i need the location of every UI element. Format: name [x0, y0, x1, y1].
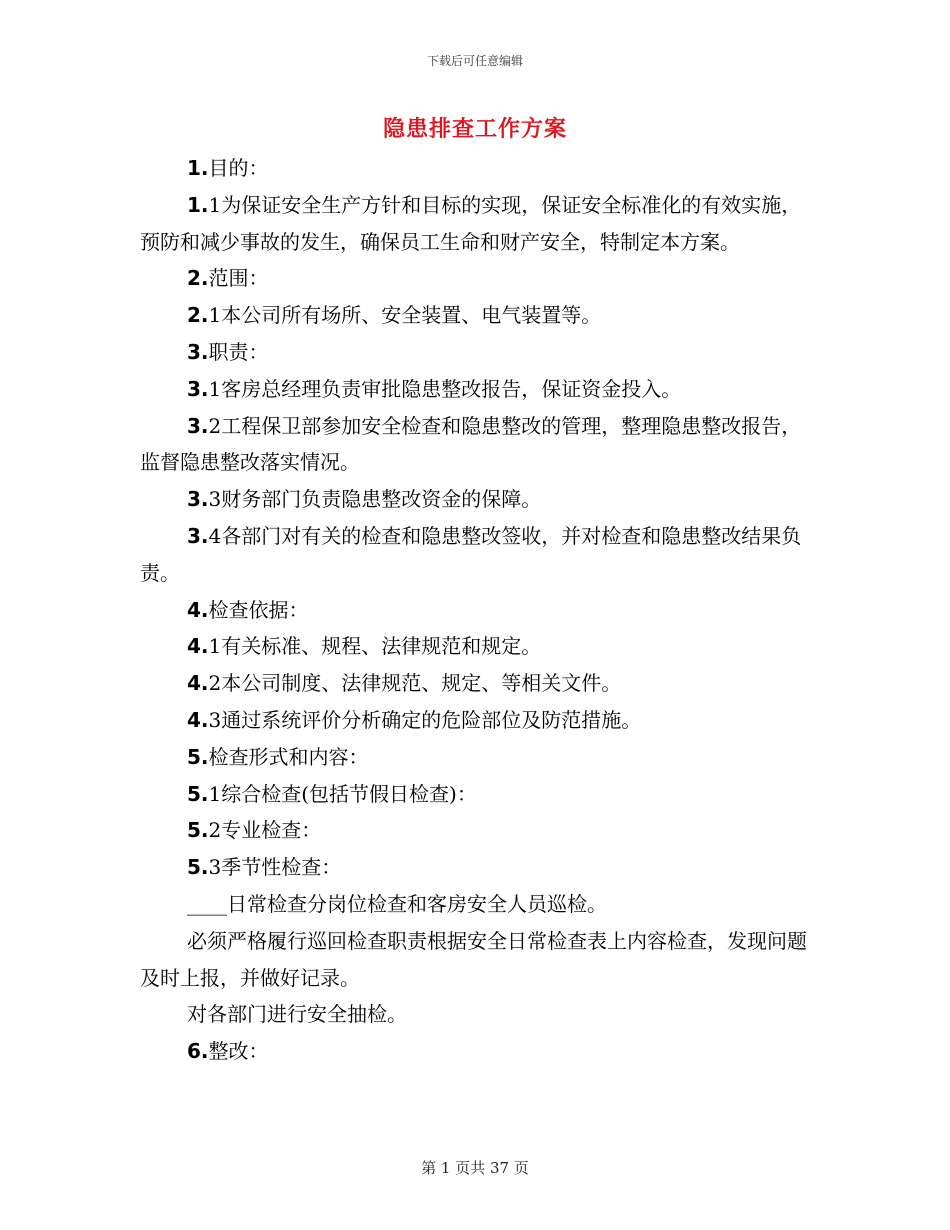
document-title: 隐患排查工作方案 — [382, 117, 567, 142]
paragraph-text: ____日常检查分岗位检查和客房安全人员巡检。 — [187, 891, 607, 916]
section-number: 3. — [187, 339, 209, 364]
paragraph-text: 范围： — [208, 266, 269, 291]
section-number: 1. — [187, 156, 209, 180]
paragraph — [140, 297, 820, 334]
paragraph — [140, 518, 820, 592]
section-number: 5. — [187, 781, 209, 806]
paragraph — [140, 776, 820, 813]
paragraph-text: 对各部门进行安全抽检。 — [187, 1002, 407, 1027]
paragraph-text: 4各部门对有关的检查和隐患整改签收，并对检查和隐患整改结果负责。 — [140, 523, 802, 585]
paragraph — [140, 481, 820, 518]
paragraph — [140, 702, 820, 739]
page-header: 下载后可任意编辑 — [426, 54, 523, 68]
paragraph — [140, 408, 820, 482]
paragraph — [140, 592, 820, 629]
paragraph-text: 检查形式和内容： — [208, 744, 369, 769]
section-number: 1. — [187, 192, 209, 217]
paragraph — [140, 334, 820, 371]
paragraph — [140, 665, 820, 702]
section-number: 4. — [187, 597, 209, 622]
paragraph-text: 3通过系统评价分析确定的危险部位及防范措施。 — [208, 707, 642, 732]
section-number: 4. — [187, 634, 209, 659]
section-number: 5. — [187, 855, 209, 880]
paragraph — [140, 849, 820, 886]
paragraph — [140, 996, 820, 1033]
page-footer: 第 1 页共 37 页 — [421, 1159, 529, 1177]
paragraph — [140, 628, 820, 665]
paragraph — [140, 260, 820, 297]
paragraph-text: 检查依据： — [208, 597, 309, 622]
paragraph — [140, 739, 820, 776]
section-number: 5. — [187, 818, 209, 843]
paragraph-text: 1客房总经理负责审批隐患整改报告，保证资金投入。 — [208, 376, 682, 401]
paragraph-text: 1为保证安全生产方针和目标的实现，保证安全标准化的有效实施，预防和减少事故的发生，确保员工生命和财产安全，特制定本方案。 — [140, 192, 802, 254]
section-number: 3. — [187, 487, 209, 512]
paragraph — [140, 812, 820, 849]
paragraph — [140, 923, 820, 997]
section-number: 3. — [187, 523, 209, 548]
paragraph-text: 整改： — [208, 1039, 269, 1064]
paragraph-text: 2本公司制度、法律规范、规定、等相关文件。 — [208, 671, 622, 696]
paragraph-text: 职责： — [208, 339, 269, 364]
paragraph — [140, 1033, 820, 1070]
paragraph-text: 目的： — [208, 156, 269, 180]
document-body — [140, 150, 820, 1070]
paragraph — [140, 187, 820, 261]
section-number: 2. — [187, 303, 209, 328]
section-number: 3. — [187, 413, 209, 438]
paragraph-text: 1综合检查(包括节假日检查)： — [208, 781, 477, 806]
section-number: 4. — [187, 707, 209, 732]
paragraph — [140, 371, 820, 408]
paragraph — [140, 150, 820, 187]
paragraph-text: 3财务部门负责隐患整改资金的保障。 — [208, 487, 542, 512]
paragraph-text: 必须严格履行巡回检查职责根据安全日常检查表上内容检查，发现问题及时上报，并做好记录。 — [140, 928, 807, 990]
paragraph-text: 1本公司所有场所、安全装置、电气装置等。 — [208, 303, 602, 328]
section-number: 2. — [187, 266, 209, 291]
paragraph-text: 1有关标准、规程、法律规范和规定。 — [208, 634, 542, 659]
paragraph-text: 2专业检查： — [208, 818, 322, 843]
paragraph-text: 3季节性检查： — [208, 855, 342, 880]
section-number: 3. — [187, 376, 209, 401]
section-number: 5. — [187, 744, 209, 769]
paragraph — [140, 886, 820, 923]
paragraph-text: 2工程保卫部参加安全检查和隐患整改的管理，整理隐患整改报告，监督隐患整改落实情况。 — [140, 413, 802, 475]
section-number: 4. — [187, 671, 209, 696]
section-number: 6. — [187, 1039, 209, 1064]
